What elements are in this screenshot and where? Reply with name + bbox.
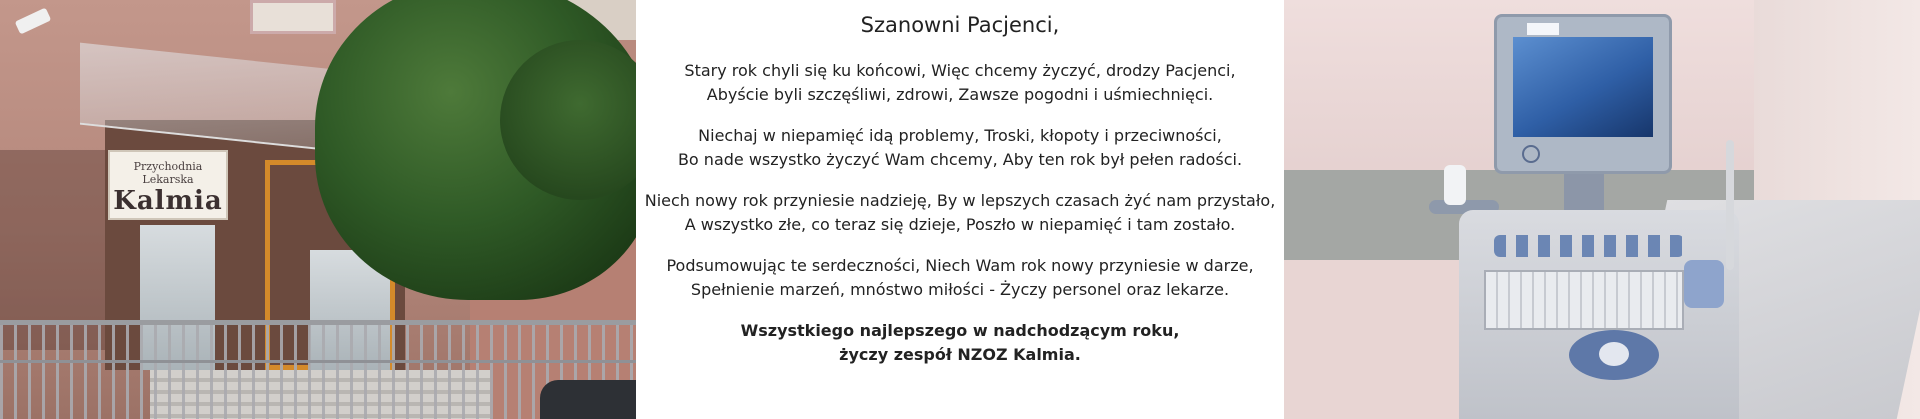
poem-line: Podsumowując te serdeczności, Niech Wam rok nowy przyniesie w darze, — [666, 256, 1254, 275]
greeting-heading: Szanowni Pacjenci, — [860, 13, 1060, 37]
poem-line: Spełnienie marzeń, mnóstwo miłości - Życzy personel oraz lekarze. — [690, 280, 1230, 299]
clinic-building-photo — [0, 0, 636, 419]
closing-line: życzy zespół NZOZ Kalmia. — [839, 345, 1081, 364]
clinic-sign-name: Kalmia — [113, 186, 223, 216]
greeting-message — [636, 0, 1284, 419]
poem-stanza — [636, 254, 1284, 302]
poem-line: Niechaj w niepamięć idą problemy, Troski, kłopoty i przeciwności, — [698, 126, 1222, 145]
trackball — [1599, 342, 1629, 366]
upper-window — [250, 0, 336, 34]
control-knobs — [1494, 235, 1684, 257]
poem-line: Bo nade wszystko życzyć Wam chcemy, Aby ten rok był pełen radości. — [677, 150, 1243, 169]
monitor-arm — [1564, 172, 1604, 212]
poem-stanza — [636, 189, 1284, 237]
monitor-badge — [1527, 23, 1559, 35]
railing-middle-bar — [0, 360, 636, 363]
ultrasound-monitor — [1494, 14, 1672, 174]
railing-top-bar — [0, 320, 636, 325]
closing-wishes — [636, 319, 1284, 367]
brand-logo-icon — [1522, 145, 1540, 163]
clinic-sign-subtitle: Przychodnia Lekarska — [133, 160, 203, 186]
probe-holder — [1684, 260, 1724, 308]
monitor-screen — [1513, 37, 1653, 137]
gel-bottle — [1444, 165, 1466, 205]
ultrasound-probe-cable — [1726, 140, 1734, 270]
poem-line: Niech nowy rok przyniesie nadzieję, By w lepszych czasach żyć nam przystało, — [644, 191, 1276, 210]
poem-line: A wszystko złe, co teraz się dzieje, Poszło w niepamięć i tam zostało. — [684, 215, 1236, 234]
console-keyboard — [1484, 270, 1684, 330]
poem-line: Abyście byli szczęśliwi, zdrowi, Zawsze pogodni i uśmiechnięci. — [706, 85, 1214, 104]
closing-line: Wszystkiego najlepszego w nadchodzącym roku, — [740, 321, 1180, 340]
parked-car — [540, 380, 636, 419]
clinic-sign — [108, 150, 228, 220]
poem-stanza — [636, 59, 1284, 107]
ultrasound-machine-photo — [1284, 0, 1920, 419]
poem-stanza — [636, 124, 1284, 172]
poem-line: Stary rok chyli się ku końcowi, Więc chcemy życzyć, drodzy Pacjenci, — [684, 61, 1236, 80]
